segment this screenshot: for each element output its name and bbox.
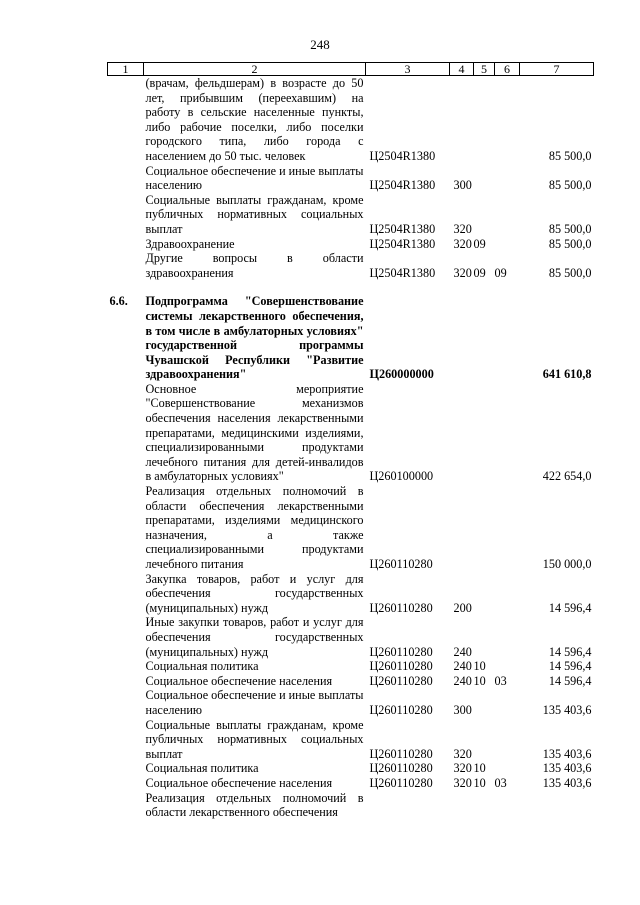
subsection-code: 03 [494,775,507,790]
table-row [108,294,594,382]
table-row [108,193,594,237]
subsection-code [495,484,520,572]
amount: 135 403,6 [542,746,592,761]
amount: 135 403,6 [542,702,592,717]
amount: 14 596,4 [548,644,592,659]
section-code [474,76,495,164]
amount: 422 654,0 [542,469,592,484]
expense-type-code: 320 [453,775,472,790]
row-name: Иные закупки товаров, работ и услуг для обеспечения государственных (муниципальных) нужд [145,615,364,659]
section-code [474,791,495,820]
section-code [474,294,495,382]
table-row [108,572,594,616]
row-name: Здравоохранение [145,236,235,251]
header-cell-3: 3 [366,63,450,76]
table-row [108,718,594,762]
expense-type-code: 300 [453,702,472,717]
subsection-code [495,761,520,776]
table-row [108,251,594,280]
amount: 135 403,6 [542,775,592,790]
budget-table [107,62,594,820]
section-code: 10 [473,659,486,674]
target-article-code: Ц2504R1380 [369,236,436,251]
section-code [474,382,495,484]
table-row [108,237,594,252]
expense-type-code: 300 [453,178,472,193]
row-name: Социальное обеспечение населения [145,775,333,790]
section-code [474,164,495,193]
header-cell-6: 6 [495,63,520,76]
table-row [108,76,594,164]
target-article-code: Ц260110280 [369,557,433,571]
row-name: Социальная политика [145,659,259,674]
target-article-code: Ц260110280 [369,702,433,717]
amount: 641 610,8 [542,367,592,382]
table-row [108,776,594,791]
table-row [108,615,594,659]
header-cell-1: 1 [108,63,144,76]
target-article-code: Ц2504R1380 [369,178,436,193]
page-number: 248 [310,37,330,52]
row-name: Социальное обеспечение и иные выплаты населению [145,163,364,193]
row-number [108,776,144,791]
row-number [108,484,144,572]
subsection-code [495,718,520,762]
row-name: Закупка товаров, работ и услуг для обеспечения государственных (муниципальных) нужд [145,571,364,615]
target-article-code: Ц2504R1380 [369,265,436,280]
section-code [474,718,495,762]
header-cell-4: 4 [450,63,474,76]
target-article-code: Ц260000000 [369,367,434,382]
row-name: Другие вопросы в области здравоохранения [145,251,364,280]
header-cell-2: 2 [144,63,366,76]
section-code [474,572,495,616]
table-row [108,484,594,572]
expense-type-code [450,382,474,484]
table-row [108,164,594,193]
header-cell-7: 7 [520,63,594,76]
subsection-code [495,659,520,674]
section-code: 09 [473,236,486,251]
row-number [108,674,144,689]
row-number [108,251,144,280]
amount: 85 500,0 [548,148,592,163]
subsection-code [495,688,520,717]
section-code [474,615,495,659]
row-name: Социальная политика [145,761,259,776]
table-row [108,791,594,820]
row-number [108,718,144,762]
row-name: Социальные выплаты гражданам, кроме публичных нормативных социальных выплат [145,717,364,761]
amount: 150 000,0 [542,557,592,571]
expense-type-code: 240 [453,644,472,659]
section-code [474,193,495,237]
expense-type-code: 320 [453,265,472,280]
amount: 85 500,0 [548,265,592,280]
row-name: Реализация отдельных полномочий в области лекарственного обеспечения [145,790,364,820]
subsection-code: 09 [494,265,507,280]
target-article-code: Ц260110280 [369,644,433,659]
section-code [474,688,495,717]
subsection-code [495,237,520,252]
amount: 85 500,0 [548,236,592,251]
row-name: Подпрограмма "Совершенствование системы лекарственного обеспечения, в том числе в амбулаторных условиях" государственной программы Чувашской Республики "Развитие здравоохранения" [145,294,364,382]
section-code: 10 [473,673,486,688]
expense-type-code: 240 [453,673,472,688]
row-number [108,164,144,193]
expense-type-code: 320 [453,746,472,761]
table-row [108,761,594,776]
subsection-code [495,76,520,164]
row-name: (врачам, фельдшерам) в возрасте до 50 лет, прибывшим (переехавшим) на работу в сельские населенные пункты, либо рабочие поселки, либо поселки городского типа, либо города с населением до 50 тыс. человек [145,76,364,163]
target-article-code: Ц260110280 [369,746,433,761]
subsection-code [495,382,520,484]
amount: 85 500,0 [548,178,592,193]
section-code: 09 [473,265,486,280]
column-number-header [108,63,594,76]
expense-type-code [450,791,474,820]
expense-type-code: 320 [453,761,472,776]
amount: 135 403,6 [542,761,592,776]
target-article-code: Ц260110280 [369,600,433,615]
subsection-code: 03 [494,673,507,688]
row-number [108,659,144,674]
subsection-code [495,193,520,237]
spacer-row [108,280,594,294]
expense-type-code: 240 [453,659,472,674]
row-number [108,237,144,252]
subsection-code [495,164,520,193]
target-article-code: Ц260110280 [369,775,433,790]
row-number [108,615,144,659]
expense-type-code [450,76,474,164]
amount: 14 596,4 [548,659,592,674]
row-number [108,572,144,616]
expense-type-code [450,294,474,382]
row-name: Основное мероприятие "Совершенствование механизмов обеспечения населения лекарственными препаратами, медицинскими изделиями, специализированными продуктами лечебного питания для детей-инвалидов в амбулаторных условиях" [145,381,364,484]
row-number [108,193,144,237]
target-article-code: Ц260110280 [369,761,433,776]
row-name: Социальные выплаты гражданам, кроме публичных нормативных социальных выплат [145,192,364,236]
amount: 14 596,4 [548,673,592,688]
row-number [108,791,144,820]
header-cell-5: 5 [474,63,495,76]
amount: 14 596,4 [548,600,592,615]
amount: 85 500,0 [548,221,592,236]
target-article-code [366,791,450,820]
subsection-code [495,791,520,820]
subsection-code [495,615,520,659]
table-row [108,688,594,717]
row-name: Реализация отдельных полномочий в области обеспечения лекарственными препаратами, изделиями медицинского назначения, а также специализированными продуктами лечебного питания [145,484,364,571]
target-article-code: Ц260110280 [369,659,433,674]
table-row [108,674,594,689]
row-number: 6.6. [109,294,128,309]
expense-type-code: 320 [453,221,472,236]
table-row [108,659,594,674]
expense-type-code: 200 [453,600,472,615]
row-name: Социальное обеспечение и иные выплаты населению [145,688,364,717]
row-name: Социальное обеспечение населения [145,673,333,688]
target-article-code: Ц2504R1380 [369,221,436,236]
subsection-code [495,294,520,382]
section-code [474,484,495,572]
row-number [108,761,144,776]
target-article-code: Ц2504R1380 [369,148,436,163]
row-number [108,76,144,164]
target-article-code: Ц260100000 [369,469,434,484]
section-code: 10 [473,775,486,790]
spacer-cell [108,280,594,294]
expense-type-code [450,484,474,572]
target-article-code: Ц260110280 [369,673,433,688]
table-row [108,382,594,484]
section-code: 10 [473,761,486,776]
row-number [108,688,144,717]
row-number [108,382,144,484]
subsection-code [495,572,520,616]
amount [520,791,594,820]
expense-type-code: 320 [453,236,472,251]
